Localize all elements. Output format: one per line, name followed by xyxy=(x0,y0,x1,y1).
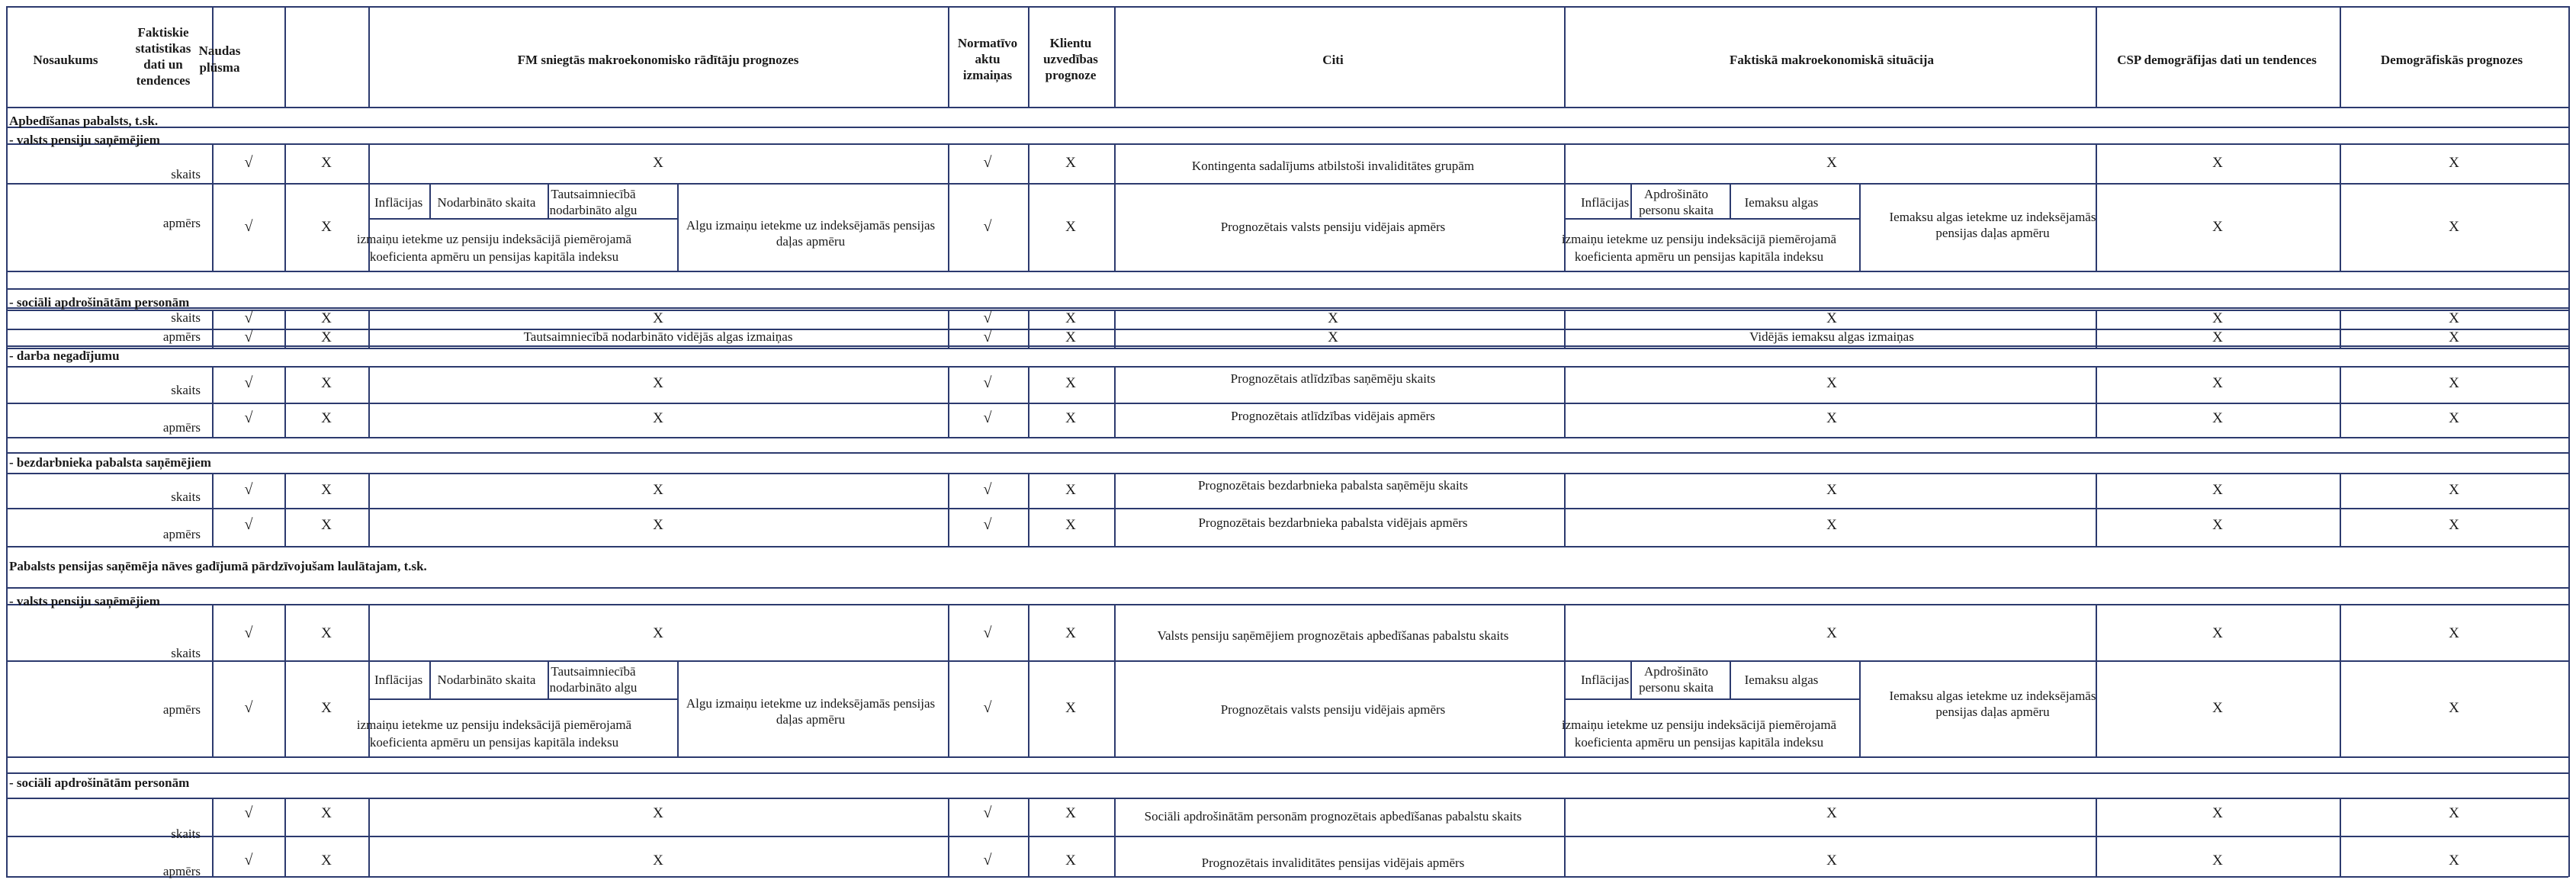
check-mark-faktiskie: √ xyxy=(244,852,253,869)
fakt-iemaksu-ietekme-2: pensijas daļas apmēru xyxy=(1935,226,2050,240)
row-label-skaits: skaits xyxy=(171,646,201,660)
table-rule xyxy=(1114,366,1116,437)
col-header-citi: Citi xyxy=(1322,53,1344,67)
check-mark-normativo: √ xyxy=(983,374,992,391)
table-rule xyxy=(2340,310,2341,348)
fakt-apdrosinato-2: personu skaita xyxy=(1639,680,1714,695)
cross-mark-naudas: X xyxy=(321,700,332,716)
table-rule xyxy=(368,798,370,876)
table-rule xyxy=(6,310,2568,311)
fakt-apdrosinato-2: personu skaita xyxy=(1639,203,1714,217)
table-rule xyxy=(1028,473,1029,546)
table-rule xyxy=(1859,660,1861,756)
fakt-apdrosinato-1: Apdrošināto xyxy=(1643,664,1709,679)
table-rule xyxy=(284,143,286,271)
check-mark-faktiskie: √ xyxy=(244,310,253,326)
table-rule xyxy=(6,366,2568,368)
table-rule xyxy=(6,329,2568,330)
table-rule xyxy=(1114,604,1116,756)
cross-mark-fm: X xyxy=(653,625,663,641)
table-rule xyxy=(1564,798,1566,876)
check-mark-normativo: √ xyxy=(983,625,992,641)
cross-mark-naudas: X xyxy=(321,375,332,391)
table-rule xyxy=(1564,310,1566,348)
check-mark-normativo: √ xyxy=(983,699,992,716)
fm-izmainu-1: izmaiņu ietekme uz pensiju indeksācijā piemērojamā xyxy=(356,718,632,732)
cross-mark-faktiska: X xyxy=(1826,517,1837,533)
check-mark-normativo: √ xyxy=(983,154,992,171)
check-mark-normativo: √ xyxy=(983,329,992,345)
fakt-iemaksu: Iemaksu algas xyxy=(1744,673,1819,687)
check-mark-normativo: √ xyxy=(983,218,992,235)
table-rule xyxy=(6,546,2568,547)
citi-text: Prognozētais bezdarbnieka pabalsta saņēmēju skaits xyxy=(1197,478,1469,493)
cross-mark-klientu: X xyxy=(1065,219,1076,235)
citi-text: Prognozētais atlīdzības vidējais apmērs xyxy=(1231,409,1435,423)
fm-algu-1: Algu izmaiņu ietekme uz indeksējamās pensijas xyxy=(686,218,936,233)
fakt-apdrosinato-1: Apdrošināto xyxy=(1643,187,1709,201)
check-mark-normativo: √ xyxy=(983,310,992,326)
cross-mark-csp: X xyxy=(2212,625,2223,641)
table-rule xyxy=(1730,660,1731,698)
table-rule xyxy=(284,310,286,348)
table-rule xyxy=(1630,660,1632,698)
row-label-skaits: skaits xyxy=(171,310,201,325)
table-rule xyxy=(212,143,214,271)
check-mark-faktiskie: √ xyxy=(244,409,253,426)
table-rule xyxy=(6,143,2568,145)
fm-izmainu-2: koeficienta apmēru un pensijas kapitāla indeksu xyxy=(369,735,619,750)
table-rule xyxy=(2096,604,2097,756)
cross-mark-naudas: X xyxy=(321,517,332,533)
fakt-inflacijas: Inflācijas xyxy=(1581,673,1630,687)
cross-mark-fm: X xyxy=(653,805,663,821)
table-rule xyxy=(2096,366,2097,437)
fakt-iemaksu-ietekme-1: Iemaksu algas ietekme uz indeksējamās xyxy=(1889,689,2096,703)
citi-text: Kontingenta sadalījums atbilstoši invaliditātes grupām xyxy=(1191,159,1475,173)
check-mark-faktiskie: √ xyxy=(244,625,253,641)
table-rule xyxy=(6,127,2568,128)
col-header-faktiska: Faktiskā makroekonomiskā situācija xyxy=(1730,53,1934,67)
citi-text: Prognozētais invaliditātes pensijas vidējais apmērs xyxy=(1201,856,1465,870)
table-rule xyxy=(2096,6,2097,107)
fakt-izmainu-2: koeficienta apmēru un pensijas kapitāla indeksu xyxy=(1574,735,1824,750)
cross-mark-demografiskas: X xyxy=(2449,805,2459,821)
cross-mark-demografiskas: X xyxy=(2449,375,2459,391)
section-subtitle: - bezdarbnieka pabalsta saņēmējiem xyxy=(9,455,211,470)
table-rule xyxy=(6,183,2568,185)
table-rule xyxy=(429,660,431,698)
cross-mark-demografiskas: X xyxy=(2449,852,2459,869)
col-header-naudas-1: Naudas xyxy=(198,43,241,58)
cross-mark-faktiska: X xyxy=(1826,155,1837,171)
table-rule xyxy=(1564,218,1859,220)
cross-mark-klientu: X xyxy=(1065,517,1076,533)
cross-mark-demografiskas: X xyxy=(2449,410,2459,426)
citi-text: Valsts pensiju saņēmējiem prognozētais apbedīšanas pabalstu skaits xyxy=(1157,628,1509,643)
section-title: Pabalsts pensijas saņēmēja nāves gadījumā pārdzīvojušam laulātajam, t.sk. xyxy=(9,559,427,573)
table-rule xyxy=(1114,143,1116,271)
citi-text: Prognozētais valsts pensiju vidējais apmērs xyxy=(1220,220,1446,234)
table-rule xyxy=(284,473,286,546)
col-header-demografiskas: Demogrāfiskās prognozes xyxy=(2380,53,2523,67)
table-rule xyxy=(1028,6,1029,107)
table-rule xyxy=(1114,310,1116,348)
table-rule xyxy=(6,107,2568,108)
row-label-skaits: skaits xyxy=(171,167,201,181)
cross-mark-fm: X xyxy=(653,375,663,391)
table-rule xyxy=(368,366,370,437)
table-rule xyxy=(948,143,949,271)
cross-mark-klientu: X xyxy=(1065,375,1076,391)
table-rule xyxy=(2568,6,2570,877)
table-rule xyxy=(1630,183,1632,218)
table-rule xyxy=(1564,604,1566,756)
table-rule xyxy=(1114,473,1116,546)
cross-mark-demografiskas: X xyxy=(2449,219,2459,235)
table-rule xyxy=(6,452,2568,454)
row-label-apmers: apmērs xyxy=(162,527,201,541)
table-rule xyxy=(1859,183,1861,271)
table-rule xyxy=(6,288,2568,290)
cross-mark-demografiskas: X xyxy=(2449,517,2459,533)
table-rule xyxy=(1564,143,1566,271)
col-header-faktiskie-4: tendences xyxy=(136,73,191,88)
cross-mark-klientu: X xyxy=(1065,329,1076,345)
citi-text: Sociāli apdrošinātām personām prognozētais apbedīšanas pabalstu skaits xyxy=(1144,809,1522,824)
cross-mark-klientu: X xyxy=(1065,310,1076,326)
cross-mark-fm: X xyxy=(653,852,663,869)
table-rule xyxy=(368,604,370,756)
table-rule xyxy=(1028,143,1029,271)
table-rule xyxy=(1028,604,1029,756)
cross-mark-naudas: X xyxy=(321,482,332,498)
col-header-klientu-3: prognoze xyxy=(1045,68,1097,82)
table-rule xyxy=(1028,310,1029,348)
table-rule xyxy=(2096,143,2097,271)
section-subtitle: - valsts pensiju saņēmējiem xyxy=(9,133,160,147)
check-mark-faktiskie: √ xyxy=(244,699,253,716)
table-rule xyxy=(6,660,2568,662)
table-rule xyxy=(6,604,2568,605)
table-rule xyxy=(1028,798,1029,876)
cross-mark-csp: X xyxy=(2212,852,2223,869)
fakt-videjas-iemaksu: Vidējās iemaksu algas izmaiņas xyxy=(1749,329,1914,344)
fakt-izmainu-1: izmaiņu ietekme uz pensiju indeksācijā piemērojamā xyxy=(1561,232,1837,246)
fm-algu-1: Algu izmaiņu ietekme uz indeksējamās pensijas xyxy=(686,696,936,711)
table-rule xyxy=(2096,798,2097,876)
cross-mark-demografiskas: X xyxy=(2449,155,2459,171)
row-label-apmers: apmērs xyxy=(162,702,201,717)
cross-mark-fm: X xyxy=(653,155,663,171)
table-rule xyxy=(1730,183,1731,218)
cross-mark-fm: X xyxy=(653,410,663,426)
check-mark-normativo: √ xyxy=(983,409,992,426)
col-header-faktiskie-3: dati un xyxy=(143,57,183,72)
cross-mark-klientu: X xyxy=(1065,700,1076,716)
cross-mark-naudas: X xyxy=(321,329,332,345)
check-mark-faktiskie: √ xyxy=(244,329,253,345)
col-header-naudas-2: plūsma xyxy=(199,60,240,75)
section-title: Apbedīšanas pabalsts, t.sk. xyxy=(9,114,159,128)
table-rule xyxy=(2340,473,2341,546)
col-header-fm: FM sniegtās makroekonomisko rādītāju prognozes xyxy=(517,53,799,67)
fm-inflacijas: Inflācijas xyxy=(374,673,423,687)
table-rule xyxy=(948,473,949,546)
table-rule xyxy=(6,508,2568,509)
row-label-apmers: apmērs xyxy=(162,864,201,878)
cross-mark-klientu: X xyxy=(1065,625,1076,641)
fakt-iemaksu-ietekme-1: Iemaksu algas ietekme uz indeksējamās xyxy=(1889,210,2096,224)
row-label-skaits: skaits xyxy=(171,383,201,397)
fm-tautsaimn-videjas: Tautsaimniecībā nodarbināto vidējās algas izmaiņas xyxy=(523,329,793,344)
cross-mark-fm: X xyxy=(653,482,663,498)
col-header-faktiskie-1: Faktiskie xyxy=(137,25,189,40)
check-mark-normativo: √ xyxy=(983,516,992,533)
table-rule xyxy=(6,307,2568,309)
cross-mark-demografiskas: X xyxy=(2449,482,2459,498)
table-rule xyxy=(2340,6,2341,107)
section-subtitle: - sociāli apdrošinātām personām xyxy=(9,295,190,310)
citi-text: Prognozētais atlīdzības saņēmēju skaits xyxy=(1230,371,1436,386)
table-rule xyxy=(948,604,949,756)
col-header-normativo-3: izmaiņas xyxy=(962,68,1013,82)
check-mark-faktiskie: √ xyxy=(244,516,253,533)
cross-mark-naudas: X xyxy=(321,410,332,426)
fakt-inflacijas: Inflācijas xyxy=(1581,195,1630,210)
cross-mark-csp: X xyxy=(2212,329,2223,345)
citi-text: Prognozētais bezdarbnieka pabalsta vidējais apmērs xyxy=(1198,515,1468,530)
table-rule xyxy=(1114,6,1116,107)
table-rule xyxy=(6,345,2568,347)
col-header-klientu-1: Klientu xyxy=(1049,36,1092,50)
cross-mark-klientu: X xyxy=(1065,410,1076,426)
fm-izmainu-2: koeficienta apmēru un pensijas kapitāla indeksu xyxy=(369,249,619,264)
table-rule xyxy=(1564,473,1566,546)
table-rule xyxy=(677,183,679,271)
cross-mark-csp: X xyxy=(2212,410,2223,426)
table-rule xyxy=(284,604,286,756)
table-rule xyxy=(368,6,370,107)
section-subtitle: - darba negadījumu xyxy=(9,348,120,363)
table-rule xyxy=(368,218,677,220)
cross-mark-demografiskas: X xyxy=(2449,625,2459,641)
section-subtitle: - sociāli apdrošinātām personām xyxy=(9,775,190,790)
table-rule xyxy=(284,366,286,437)
cross-mark-faktiska: X xyxy=(1826,310,1837,326)
cross-mark-csp: X xyxy=(2212,219,2223,235)
table-rule xyxy=(677,660,679,756)
table-rule xyxy=(6,587,2568,589)
table-rule xyxy=(6,437,2568,438)
fakt-iemaksu-ietekme-2: pensijas daļas apmēru xyxy=(1935,705,2050,719)
cross-mark-faktiska: X xyxy=(1826,625,1837,641)
table-rule xyxy=(6,876,2568,878)
table-rule xyxy=(1114,798,1116,876)
table-rule xyxy=(2096,473,2097,546)
table-rule xyxy=(948,798,949,876)
cross-mark-csp: X xyxy=(2212,155,2223,171)
table-rule xyxy=(6,772,2568,774)
cross-mark-naudas: X xyxy=(321,805,332,821)
table-rule xyxy=(6,836,2568,837)
table-rule xyxy=(6,473,2568,474)
cross-mark-faktiska: X xyxy=(1826,375,1837,391)
col-header-normativo-2: aktu xyxy=(975,52,1001,66)
table-rule xyxy=(368,310,370,348)
check-mark-normativo: √ xyxy=(983,481,992,498)
cross-mark-naudas: X xyxy=(321,852,332,869)
cross-mark-faktiska: X xyxy=(1826,852,1837,869)
table-rule xyxy=(2340,143,2341,271)
table-rule xyxy=(212,473,214,546)
table-rule xyxy=(284,798,286,876)
cross-mark-fm: X xyxy=(653,517,663,533)
cross-mark-fm: X xyxy=(653,310,663,326)
fm-algu-2: daļas apmēru xyxy=(776,712,846,727)
row-label-apmers: apmērs xyxy=(162,216,201,230)
cross-mark-demografiskas: X xyxy=(2449,329,2459,345)
fm-inflacijas: Inflācijas xyxy=(374,195,423,210)
col-header-klientu-2: uzvedības xyxy=(1043,52,1098,66)
table-rule xyxy=(2340,798,2341,876)
cross-mark-klientu: X xyxy=(1065,155,1076,171)
row-label-skaits: skaits xyxy=(171,827,201,841)
col-header-csp: CSP demogrāfijas dati un tendences xyxy=(2117,53,2317,67)
fm-tautsaimn-2: nodarbināto algu xyxy=(549,680,638,695)
table-rule xyxy=(6,6,2568,8)
check-mark-faktiskie: √ xyxy=(244,218,253,235)
fm-izmainu-1: izmaiņu ietekme uz pensiju indeksācijā piemērojamā xyxy=(356,232,632,246)
check-mark-normativo: √ xyxy=(983,852,992,869)
cross-mark-faktiska: X xyxy=(1826,410,1837,426)
cross-mark-csp: X xyxy=(2212,700,2223,716)
cross-mark-naudas: X xyxy=(321,155,332,171)
fm-tautsaimn-1: Tautsaimniecībā xyxy=(551,187,636,201)
table-rule xyxy=(212,604,214,756)
fakt-izmainu-2: koeficienta apmēru un pensijas kapitāla indeksu xyxy=(1574,249,1824,264)
table-rule xyxy=(2340,604,2341,756)
cross-mark-demografiskas: X xyxy=(2449,700,2459,716)
fakt-izmainu-1: izmaiņu ietekme uz pensiju indeksācijā piemērojamā xyxy=(1561,718,1837,732)
table-rule xyxy=(6,348,2568,349)
check-mark-normativo: √ xyxy=(983,804,992,821)
cross-mark-csp: X xyxy=(2212,517,2223,533)
row-label-skaits: skaits xyxy=(171,490,201,504)
table-rule xyxy=(368,698,677,700)
table-rule xyxy=(1564,366,1566,437)
table-rule xyxy=(2096,310,2097,348)
cross-mark-naudas: X xyxy=(321,219,332,235)
cross-mark-csp: X xyxy=(2212,482,2223,498)
fm-nodarbinato: Nodarbināto skaita xyxy=(437,673,536,687)
row-label-apmers: apmērs xyxy=(162,329,201,344)
fm-algu-2: daļas apmēru xyxy=(776,234,846,249)
cross-mark-csp: X xyxy=(2212,375,2223,391)
table-rule xyxy=(1564,698,1859,700)
citi-text: Prognozētais valsts pensiju vidējais apmērs xyxy=(1220,702,1446,717)
table-rule xyxy=(284,6,286,107)
fakt-iemaksu: Iemaksu algas xyxy=(1744,195,1819,210)
cross-mark-citi: X xyxy=(1328,310,1338,326)
col-header-normativo-1: Normatīvo xyxy=(957,36,1018,50)
check-mark-faktiskie: √ xyxy=(244,374,253,391)
table-rule xyxy=(948,366,949,437)
fm-tautsaimn-2: nodarbināto algu xyxy=(549,203,638,217)
cross-mark-demografiskas: X xyxy=(2449,310,2459,326)
cross-mark-klientu: X xyxy=(1065,852,1076,869)
cross-mark-naudas: X xyxy=(321,625,332,641)
fm-nodarbinato: Nodarbināto skaita xyxy=(437,195,536,210)
fm-tautsaimn-1: Tautsaimniecībā xyxy=(551,664,636,679)
table-rule xyxy=(1564,6,1566,107)
section-subtitle: - valsts pensiju saņēmējiem xyxy=(9,594,160,608)
check-mark-faktiskie: √ xyxy=(244,481,253,498)
table-rule xyxy=(368,473,370,546)
table-rule xyxy=(6,6,8,877)
table-rule xyxy=(6,403,2568,404)
col-header-nosaukums: Nosaukums xyxy=(33,53,98,67)
col-header-faktiskie-2: statistikas xyxy=(135,41,191,56)
table-rule xyxy=(212,366,214,437)
check-mark-faktiskie: √ xyxy=(244,804,253,821)
cross-mark-faktiska: X xyxy=(1826,482,1837,498)
row-label-apmers: apmērs xyxy=(162,420,201,435)
forecast-sources-table xyxy=(6,6,2570,877)
cross-mark-klientu: X xyxy=(1065,482,1076,498)
cross-mark-naudas: X xyxy=(321,310,332,326)
table-rule xyxy=(6,756,2568,758)
cross-mark-csp: X xyxy=(2212,805,2223,821)
cross-mark-csp: X xyxy=(2212,310,2223,326)
table-rule xyxy=(948,6,949,107)
table-rule xyxy=(429,183,431,218)
table-rule xyxy=(948,310,949,348)
table-rule xyxy=(6,798,2568,799)
table-rule xyxy=(6,271,2568,272)
table-rule xyxy=(212,798,214,876)
table-rule xyxy=(212,310,214,348)
table-rule xyxy=(2340,366,2341,437)
cross-mark-faktiska: X xyxy=(1826,805,1837,821)
table-rule xyxy=(1028,366,1029,437)
cross-mark-klientu: X xyxy=(1065,805,1076,821)
check-mark-faktiskie: √ xyxy=(244,154,253,171)
cross-mark-citi: X xyxy=(1328,329,1338,345)
